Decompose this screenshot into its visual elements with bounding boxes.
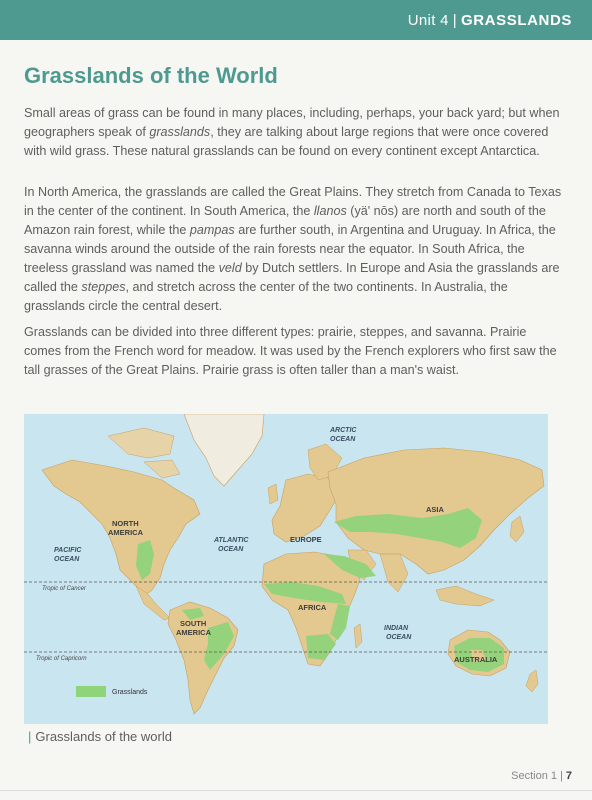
term-grasslands: grasslands [149, 125, 211, 139]
map-svg [24, 414, 548, 724]
text-run: In North America, the grasslands are called the Great Plains. They stretch from Canada to Texas in the center of the continent. In South America, the [24, 185, 562, 218]
text-run: , they are talking about large regions that were once covered with wild grass. These natural grasslands can be found on every continent except Antarctica. [24, 125, 549, 158]
britain-landmass [268, 484, 278, 504]
label-indian-ocean-line1: INDIAN [384, 625, 409, 632]
text-run: (yä' nōs) are north and south of the Amazon rain forest, while the [24, 204, 546, 237]
world-grasslands-map [24, 414, 548, 724]
term-llanos: llanos [313, 204, 347, 218]
text-run: , and stretch across the center of the two continents. In Australia, the grasslands circle the central desert. [24, 280, 508, 313]
label-asia: ASIA [426, 505, 444, 514]
label-europe: EUROPE [290, 535, 322, 544]
page-footer [511, 770, 572, 782]
text-run: are further south, in Argentina and Uruguay. In Africa, the savanna winds around the outside of the rain forests near the equator. In South Africa, the treeless grassland was named the [24, 223, 556, 275]
figure-caption [28, 729, 172, 744]
label-indian-ocean-line2: OCEAN [386, 634, 412, 641]
footer-section: Section 1 [511, 770, 558, 782]
caption-text: Grasslands of the world [35, 729, 172, 744]
page-title: Grasslands of the World [24, 63, 278, 88]
tropic-of-cancer-label: Tropic of Cancer [42, 586, 86, 592]
label-africa: AFRICA [298, 603, 327, 612]
label-south-america-line2: AMERICA [176, 628, 211, 637]
legend-swatch-grasslands [76, 686, 106, 697]
label-pacific-ocean-line2: OCEAN [54, 556, 80, 563]
footer-rule [0, 790, 592, 791]
caption-bar: | [28, 729, 32, 744]
label-arctic-ocean-line2: OCEAN [330, 436, 356, 443]
tropic-of-capricorn-label: Tropic of Capricorn [36, 656, 87, 662]
label-atlantic-ocean-line2: OCEAN [218, 546, 244, 553]
paragraph-regions [24, 183, 564, 316]
label-australia: AUSTRALIA [454, 655, 498, 664]
label-north-america-line2: AMERICA [108, 528, 143, 537]
term-pampas: pampas [189, 223, 235, 237]
term-veld: veld [218, 261, 242, 275]
unit-label: Unit 4 [407, 12, 449, 29]
label-atlantic-ocean-line1: ATLANTIC [214, 537, 249, 544]
running-header [408, 12, 572, 29]
header-separator: | [452, 12, 457, 29]
label-south-america-line1: SOUTH [180, 619, 207, 628]
text-run: by Dutch settlers. In Europe and Asia the grasslands are called the [24, 261, 560, 294]
term-steppes: steppes [81, 280, 126, 294]
label-pacific-ocean-line1: PACIFIC [54, 547, 82, 554]
paragraph-types: Grasslands can be divided into three different types: prairie, steppes, and savanna. Prairie comes from the French word for meadow. It was used by the French explorers who first saw the tall grasses of the Great Plains. Prairie grass is often taller than a man's waist. [24, 325, 557, 377]
unit-topic: GRASSLANDS [460, 12, 572, 29]
label-arctic-ocean-line1: ARCTIC [330, 427, 357, 434]
paragraph-intro [24, 104, 564, 161]
label-north-america-line1: NORTH [112, 519, 139, 528]
legend-label-grasslands: Grasslands [112, 689, 148, 696]
footer-separator: | [560, 770, 563, 782]
page-number: 7 [565, 770, 572, 782]
text-run: Small areas of grass can be found in many places, including, perhaps, your back yard; but when geographers speak of [24, 106, 560, 139]
